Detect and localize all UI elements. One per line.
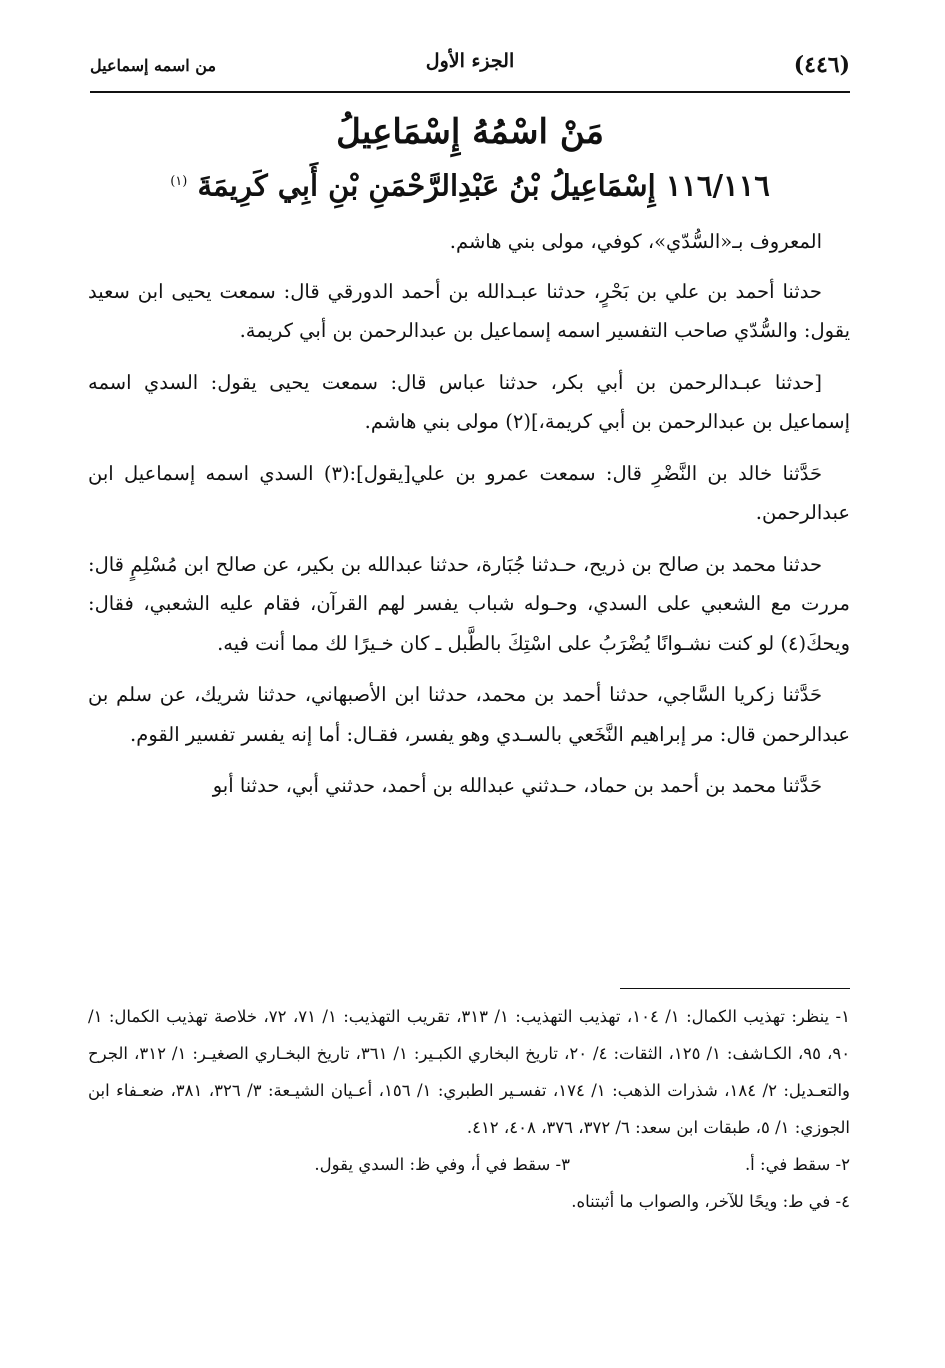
footnote-2: ٢- سقط في: أ. <box>744 1155 850 1174</box>
body-text <box>88 222 850 818</box>
footnote-row <box>88 1146 850 1183</box>
paragraph: حدثنا أحمد بن علي بن بَحْرٍ، حدثنا عبـدالله بن أحمد الدورقي قال: سمعت يحيى ابن سعيد يقول: والسُّدّي صاحب التفسير اسمه إسماعيل بن عبدالرحمن بن أبي كريمة. <box>88 279 850 342</box>
chapter-running-title: من اسمه إسماعيل <box>90 56 217 75</box>
entry-title <box>90 160 850 208</box>
footnote-rule <box>620 988 850 989</box>
part-label: الجزء الأول <box>425 50 515 72</box>
footnote-3: ٣- سقط في أ، وفي ظ: السدي يقول. <box>314 1155 570 1174</box>
paragraph: حَدَّثنا خالد بن النَّضْرِ قال: سمعت عمرو بن علي[يقول]:(٣) السدي اسمه إسماعيل ابن عبدالرحمن. <box>88 461 850 524</box>
page-number: (٤٤٦) <box>793 52 850 78</box>
paragraph: [حدثنا عبـدالرحمن بن أبي بكر، حدثنا عباس قال: سمعت يحيى يقول: السدي اسمه إسماعيل بن عبدالرحمن بن أبي كريمة،](٢) مولى بني هاشم. <box>88 370 850 433</box>
footnote-1: ١- ينظر: تهذيب الكمال: ١/ ١٠٤، تهذيب التهذيب: ١/ ٣١٣، تقريب التهذيب: ١/ ٧١، ٧٢، خلاصة تهذيب الكمال: ١/ ٩٠، ٩٥، الكـاشف: ١/ ١٢٥، الثقات: ٤/ ٢٠، تاريخ البخاري الكبـير: ١/ ٣٦١، تاريخ البخـاري الصغيـر: ١/ ٣١٢، الجرح والتعـديل: ٢/ ١٨٤، شذرات الذهب: ١/ ١٧٤، تفسـير الطبري: ١/ ١٥٦، أعـيان الشيـعة: ٣/ ٣٢٦، ٣٨١، ضعـفاء ابن الجوزي: ١/ ٥، طبقات ابن سعد: ٦/ ٣٧٢، ٣٧٦، ٤٠٨، ٤١٢. <box>88 1007 851 1137</box>
paragraph: حَدَّثنا زكريا السَّاجي، حدثنا أحمد بن محمد، حدثنا ابن الأصبهاني، حدثنا شريك، عن سلم بن عبدالرحمن قال: مر إبراهيم النَّخَعي بالسـدي وهو يفسر، فقـال: أما إنه يفسر تفسير القوم. <box>88 683 850 746</box>
footnotes <box>88 998 850 1220</box>
entry-title-text: ١١٦/١١٦ إِسْمَاعِيلُ بْنُ عَبْدِالرَّحْمَنِ بْنِ أَبِي كَرِيمَةَ <box>197 168 770 203</box>
footnote-4: ٤- في ط: ويحًا للآخر، والصواب ما أثبتناه. <box>571 1192 850 1211</box>
paragraph: حدثنا محمد بن صالح بن ذريح، حـدثنا جُبَارة، حدثنا عبدالله بن بكير، عن صالح ابن مُسْلِمٍ قال: مررت مع الشعبي على السدي، وحـوله شباب يفسر لهم القرآن، فقام عليه الشعبي، فقال: ويحكَ(٤) لو كنت نشـوانًا يُضْرَبُ على اسْتِكَ بالطَّبل ـ كان خـيرًا لك مما أنت فيه. <box>88 552 850 655</box>
chapter-title: مَنْ اسْمُهُ إِسْمَاعِيلُ <box>336 112 604 152</box>
paragraph: المعروف بـ«السُّدّي»، كوفي، مولى بني هاشم. <box>449 230 822 253</box>
footnote-marker-1: (١) <box>170 174 188 189</box>
header-rule <box>90 91 850 93</box>
paragraph: حَدَّثنا محمد بن أحمد بن حماد، حـدثني عبدالله بن أحمد، حدثني أبي، حدثنا أبو <box>212 774 822 797</box>
running-header <box>90 40 850 92</box>
